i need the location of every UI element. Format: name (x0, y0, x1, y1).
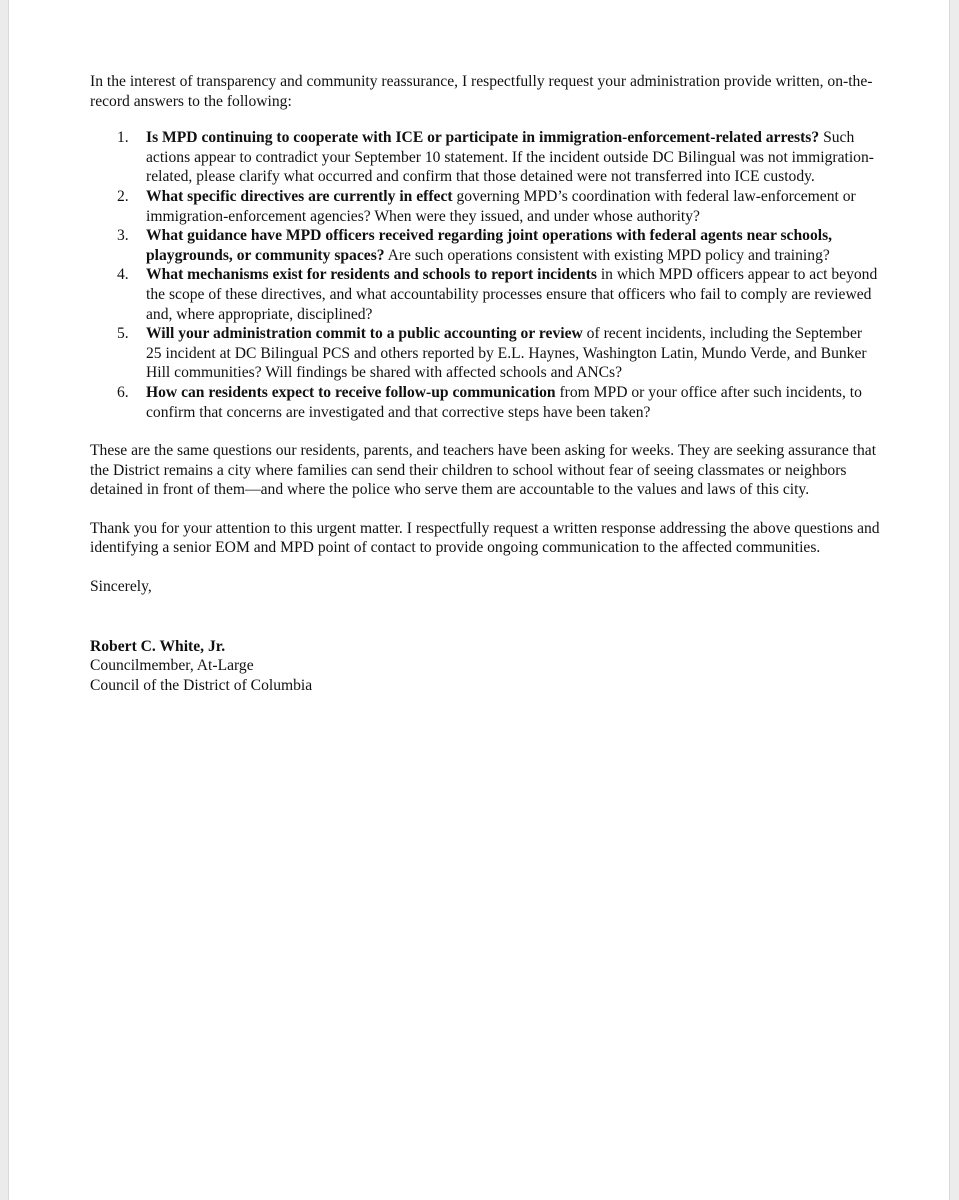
question-number: 4. (117, 266, 129, 284)
signature-block (90, 637, 880, 696)
question-number: 1. (117, 129, 129, 147)
signer-title: Councilmember, At-Large (90, 657, 254, 675)
question-number: 6. (117, 383, 129, 401)
signer-organization: Council of the District of Columbia (90, 676, 313, 694)
letter-body (90, 72, 880, 695)
question-item-3 (90, 226, 880, 265)
question-number: 3. (117, 227, 129, 245)
question-text: in which MPD officers appear to act beyond the scope of these directives, and what accountability processes ensure that officers who fail to comply are reviewed and, where appropriate, disciplined? (146, 266, 878, 323)
question-lead: Is MPD continuing to cooperate with ICE or participate in immigration-enforcement-related arrests? (146, 129, 820, 147)
question-number: 2. (117, 187, 129, 205)
signoff: Sincerely, (90, 578, 152, 596)
question-lead: What specific directives are currently in effect (146, 187, 453, 205)
question-text: from MPD or your office after such incidents, to confirm that concerns are investigated and that corrective steps have been taken? (146, 383, 862, 421)
question-item-4 (90, 265, 880, 324)
question-text: governing MPD’s coordination with federal law-enforcement or immigration-enforcement agencies? When were they issued, and under whose authority? (146, 187, 856, 225)
question-text: Are such operations consistent with existing MPD policy and training? (384, 246, 830, 264)
signer-name: Robert C. White, Jr. (90, 637, 226, 655)
question-number: 5. (117, 325, 129, 343)
question-lead: What guidance have MPD officers received regarding joint operations with federal agents near schools, playgrounds, or community spaces? (146, 227, 833, 264)
left-page-edge (0, 0, 9, 1200)
question-lead: What mechanisms exist for residents and schools to report incidents (146, 266, 597, 284)
question-item-1 (90, 128, 880, 187)
question-item-6 (90, 383, 880, 422)
question-text: of recent incidents, including the September 25 incident at DC Bilingual PCS and others reported by E.L. Haynes, Washington Latin, Mundo Verde, and Bunker Hill communities? Will findings be shared with affected schools and ANCs? (146, 325, 867, 382)
thanks-paragraph: Thank you for your attention to this urgent matter. I respectfully request a written response addressing the above questions and identifying a senior EOM and MPD point of contact to provide ongoing communication to the affected communities. (90, 519, 880, 557)
question-item-2 (90, 187, 880, 226)
question-list (90, 128, 880, 422)
question-item-5 (90, 324, 880, 383)
question-text: Such actions appear to contradict your September 10 statement. If the incident outside DC Bilingual was not immigration-related, please clarify what occurred and confirm that those detained were not transferred into ICE custody. (146, 129, 874, 186)
right-page-edge (949, 0, 959, 1200)
question-lead: Will your administration commit to a public accounting or review (146, 325, 583, 343)
closing-paragraph: These are the same questions our residents, parents, and teachers have been asking for weeks. They are seeking assurance that the District remains a city where families can send their children to school without fear of seeing classmates or neighbors detained in front of them—and where the police who serve them are accountable to the values and laws of this city. (90, 442, 877, 499)
intro-paragraph: In the interest of transparency and community reassurance, I respectfully request your administration provide written, on-the-record answers to the following: (90, 73, 873, 110)
question-lead: How can residents expect to receive follow-up communication (146, 383, 556, 401)
